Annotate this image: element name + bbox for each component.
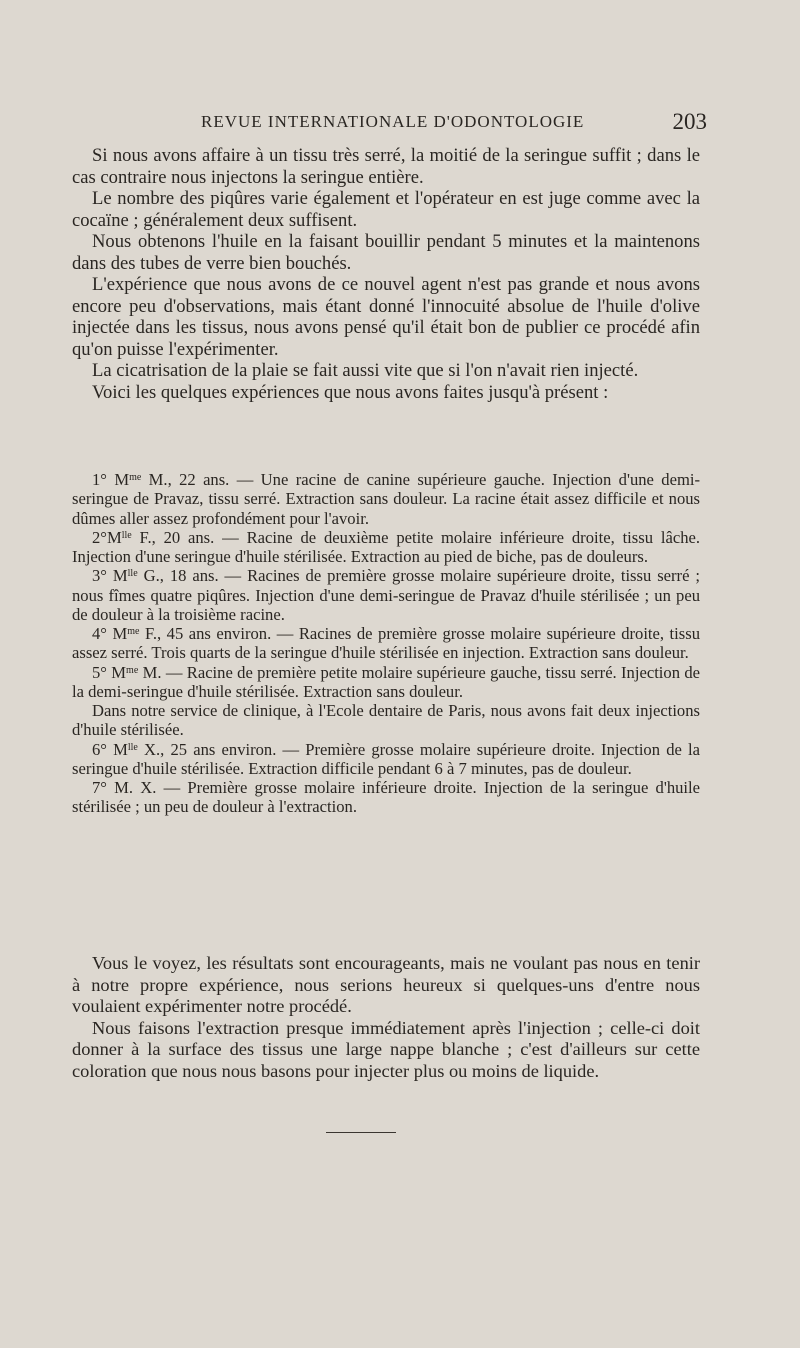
page-header xyxy=(201,109,707,136)
case-item xyxy=(72,470,700,528)
case-number: 4° xyxy=(92,624,107,643)
case-text: X., 25 ans environ. — Première grosse molaire supérieure droite. Injection de la seringue d'huile stérilisée. Extraction difficile pendant 6 à 7 minutes, pas de douleur. xyxy=(72,739,700,778)
case-title: M xyxy=(112,624,128,643)
paragraph-experience: L'expérience que nous avons de ce nouvel agent n'est pas grande et nous avons encore peu d'observations, mais étant donné l'innocuité absolue de l'huile d'olive injectée dans les tissus, nous avons pensé qu'il était bon de publier ce procédé afin qu'on puisse l'expérimenter. xyxy=(72,274,700,360)
case-title: M xyxy=(113,739,128,759)
case-item xyxy=(72,624,700,663)
case-title: M xyxy=(112,566,128,586)
paragraph-experiments-intro: Voici les quelques expériences que nous avons faites jusqu'à présent : xyxy=(92,382,609,404)
case-list xyxy=(72,470,700,817)
case-title: M xyxy=(114,470,130,489)
case-text: G., 18 ans. — Racines de première grosse molaire supérieure droite, tissu serré ; nous fîmes quatre piqûres. Injection d'une demi-seringue de Pravaz d'huile stérilisée ; un peu de douleur à la troisième racine. xyxy=(72,566,700,624)
paragraph-injection-count: Le nombre des piqûres varie également et l'opérateur en est juge comme avec la cocaïne ; généralement deux suffisent. xyxy=(72,188,700,231)
running-head: REVUE INTERNATIONALE D'ODONTOLOGIE xyxy=(201,112,585,131)
case-number: 1° xyxy=(92,470,107,489)
case-title: M xyxy=(106,527,122,547)
case-title-suffix: lle xyxy=(127,741,138,753)
case-item xyxy=(72,528,700,567)
case-title: M xyxy=(111,662,127,682)
case-number: 3° xyxy=(92,566,107,586)
paragraph-oil-preparation: Nous obtenons l'huile en la faisant bouillir pendant 5 minutes et la maintenons dans des tubes de verre bien bouchés. xyxy=(72,231,700,274)
case-text: M. X. — Première grosse molaire inférieure droite. Injection de la seringue d'huile stérilisée ; un peu de douleur à l'extraction. xyxy=(72,778,700,817)
case-title-suffix: lle xyxy=(127,568,138,580)
case-text: F., 45 ans environ. — Racines de première grosse molaire supérieure droite, tissu assez serré. Trois quarts de la seringue d'huile stérilisée en injection. Extraction sans douleur. xyxy=(72,624,700,663)
case-number: 7° xyxy=(92,778,107,797)
paragraph-encouraging-results: Vous le voyez, les résultats sont encourageants, mais ne voulant pas nous en tenir à notre propre expérience, nous serions heureux si quelques-uns d'entre nous voulaient expérimenter notre procédé. xyxy=(72,953,700,1017)
case-text: M., 22 ans. — Une racine de canine supérieure gauche. Injection d'une demi-seringue de Pravaz, tissu serré. Extraction sans douleur. La racine était assez difficile et nous dûmes aller assez profondément pour l'avoir. xyxy=(72,470,700,528)
case-item xyxy=(72,663,700,702)
case-title-suffix: me xyxy=(129,472,142,483)
case-item xyxy=(72,566,700,624)
paragraph-clinic: Dans notre service de clinique, à l'Ecole dentaire de Paris, nous avons fait deux injections d'huile stérilisée. xyxy=(72,701,700,740)
intro-text xyxy=(72,145,700,404)
case-title-suffix: me xyxy=(127,626,140,637)
case-text: F., 20 ans. — Racine de deuxième petite molaire inférieure droite, tissu lâche. Injection d'une seringue d'huile stérilisée. Extraction au pied de biche, pas de douleurs. xyxy=(72,527,700,566)
conclusion-text xyxy=(72,953,700,1083)
paragraph-healing: La cicatrisation de la plaie se fait aussi vite que si l'on n'avait rien injecté. xyxy=(92,360,639,382)
paragraph-syringe-amount: Si nous avons affaire à un tissu très serré, la moitié de la seringue suffit ; dans le cas contraire nous injectons la seringue entière. xyxy=(72,145,700,188)
case-title-suffix: me xyxy=(126,664,139,676)
case-number: 6° xyxy=(92,739,107,759)
case-text: M. — Racine de première petite molaire supérieure gauche, tissu serré. Injection de la demi-seringue d'huile stérilisée. Extraction sans douleur. xyxy=(72,662,701,701)
case-number: 5° xyxy=(92,662,107,682)
section-divider xyxy=(326,1132,396,1133)
page-number: 203 xyxy=(672,109,707,134)
case-number: 2° xyxy=(92,527,107,547)
case-item xyxy=(72,740,700,779)
case-item xyxy=(72,778,700,817)
paragraph-extraction-timing: Nous faisons l'extraction presque immédiatement après l'injection ; celle-ci doit donner à la surface des tissus une large nappe blanche ; c'est d'ailleurs sur cette coloration que nous nous basons pour injecter plus ou moins de liquide. xyxy=(72,1017,700,1081)
case-title-suffix: lle xyxy=(121,529,132,541)
